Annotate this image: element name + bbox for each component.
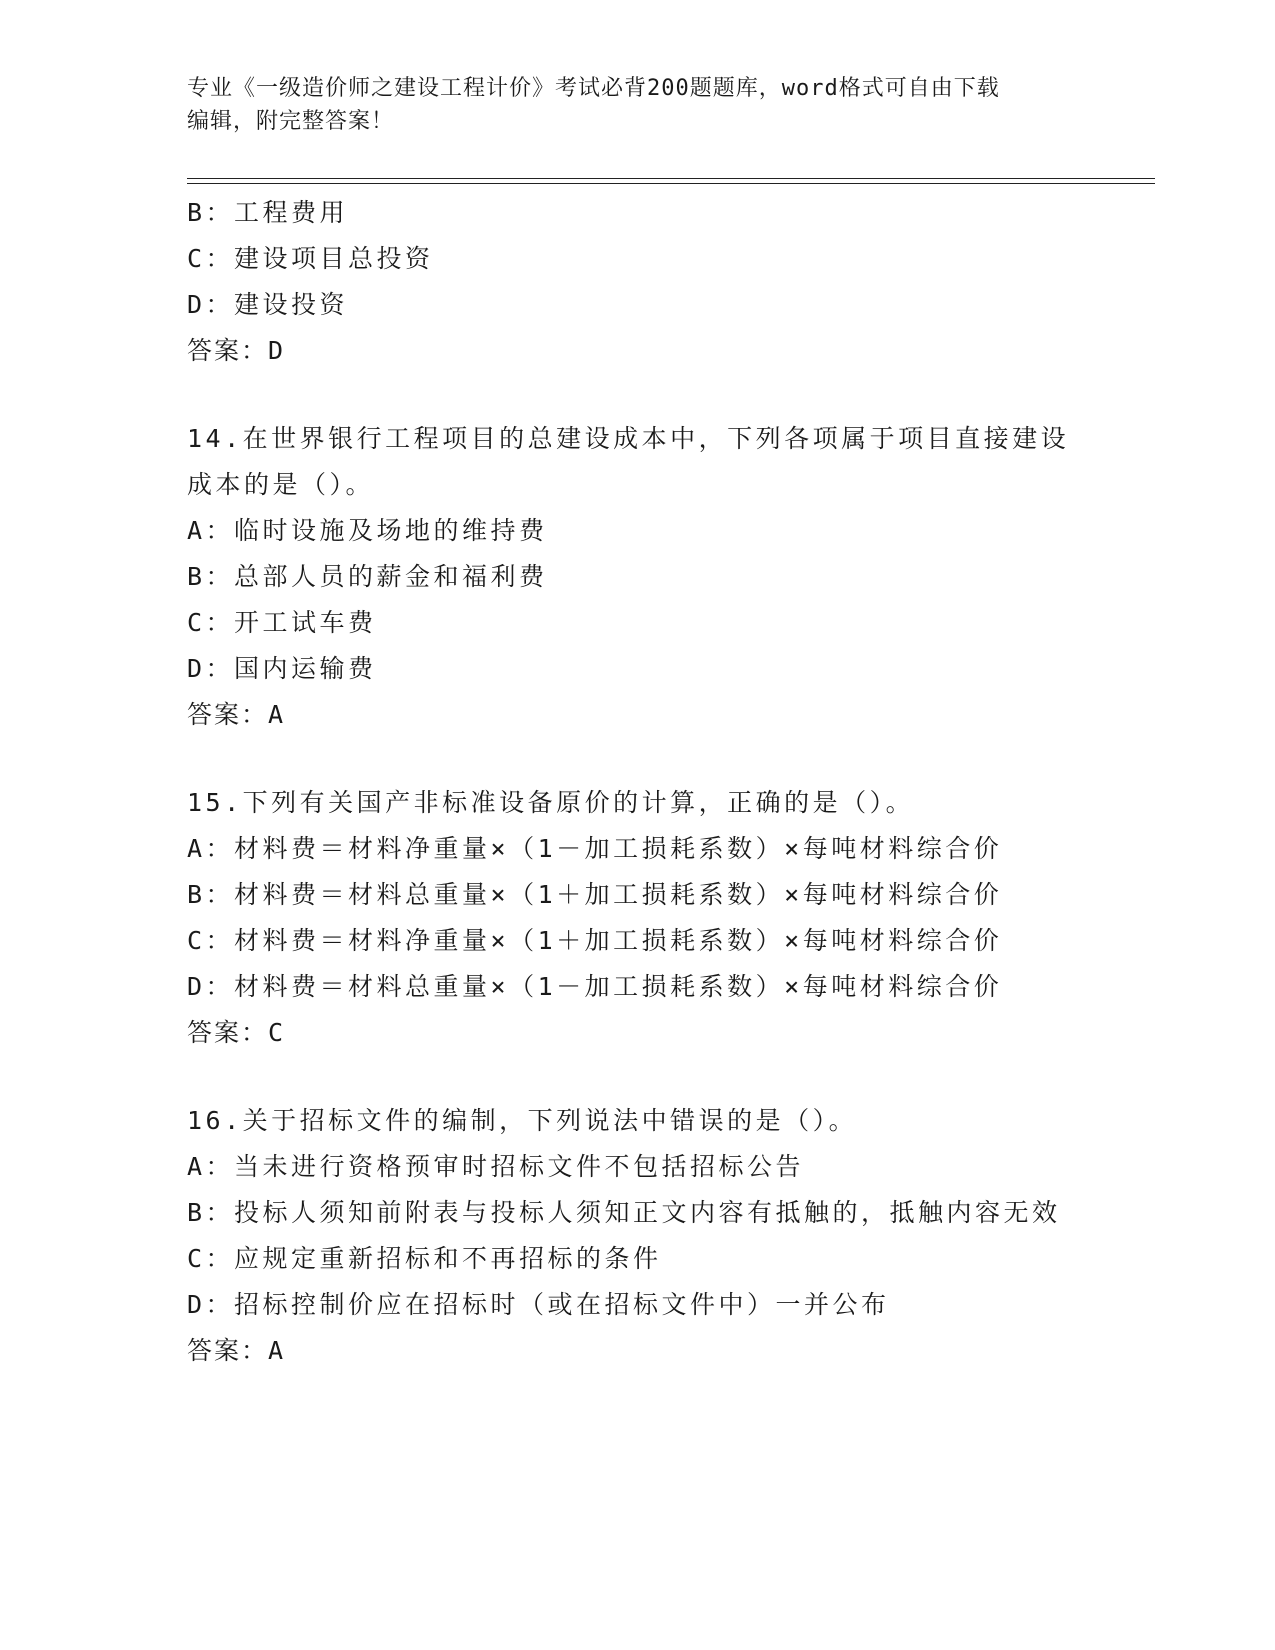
question-list xyxy=(187,190,1087,1374)
answer-label: 答案： xyxy=(187,1018,269,1047)
question-block-16 xyxy=(187,1098,1087,1374)
option-b: B：材料费＝材料总重量×（1＋加工损耗系数）×每吨材料综合价 xyxy=(187,880,1003,909)
answer-value: A xyxy=(268,700,285,729)
spacer xyxy=(187,374,1087,416)
option-d: D：建设投资 xyxy=(187,290,349,319)
option-c: C：建设项目总投资 xyxy=(187,244,434,273)
document-header xyxy=(187,72,1067,138)
answer-value: D xyxy=(268,336,285,365)
option-c: C：材料费＝材料净重量×（1＋加工损耗系数）×每吨材料综合价 xyxy=(187,926,1003,955)
answer-value: A xyxy=(268,1336,285,1365)
answer-line xyxy=(187,328,1087,374)
question-stem-line: 14.在世界银行工程项目的总建设成本中，下列各项属于项目直接建设 xyxy=(187,424,1070,453)
option-a: A：当未进行资格预审时招标文件不包括招标公告 xyxy=(187,1152,805,1181)
question-block-15 xyxy=(187,780,1087,1056)
question-stem-line: 15.下列有关国产非标准设备原价的计算，正确的是（）。 xyxy=(187,788,915,817)
spacer xyxy=(187,1056,1087,1098)
answer-line xyxy=(187,1010,1087,1056)
question-block-13 xyxy=(187,190,1087,374)
question-stem-line: 成本的是（）。 xyxy=(187,470,375,499)
answer-value: C xyxy=(268,1018,285,1047)
option-c: C：开工试车费 xyxy=(187,608,377,637)
question-block-14 xyxy=(187,416,1087,738)
option-b: B：总部人员的薪金和福利费 xyxy=(187,562,548,591)
answer-label: 答案： xyxy=(187,700,269,729)
spacer xyxy=(187,738,1087,780)
option-a: A：材料费＝材料净重量×（1－加工损耗系数）×每吨材料综合价 xyxy=(187,834,1003,863)
header-rule-bottom xyxy=(187,183,1155,184)
option-d: D：材料费＝材料总重量×（1－加工损耗系数）×每吨材料综合价 xyxy=(187,972,1003,1001)
option-d: D：国内运输费 xyxy=(187,654,377,683)
option-c: C：应规定重新招标和不再招标的条件 xyxy=(187,1244,662,1273)
header-line-1: 专业《一级造价师之建设工程计价》考试必背200题题库，word格式可自由下载 xyxy=(187,76,1000,101)
answer-line xyxy=(187,1328,1087,1374)
header-line-2: 编辑，附完整答案！ xyxy=(187,109,395,134)
question-stem-line: 16.关于招标文件的编制，下列说法中错误的是（）。 xyxy=(187,1106,858,1135)
answer-label: 答案： xyxy=(187,336,269,365)
header-rule-top xyxy=(187,178,1155,179)
answer-line xyxy=(187,692,1087,738)
option-b: B：工程费用 xyxy=(187,198,349,227)
option-a: A：临时设施及场地的维持费 xyxy=(187,516,548,545)
option-b: B：投标人须知前附表与投标人须知正文内容有抵触的，抵触内容无效 xyxy=(187,1198,1061,1227)
answer-label: 答案： xyxy=(187,1336,269,1365)
option-d: D：招标控制价应在招标时（或在招标文件中）一并公布 xyxy=(187,1290,890,1319)
